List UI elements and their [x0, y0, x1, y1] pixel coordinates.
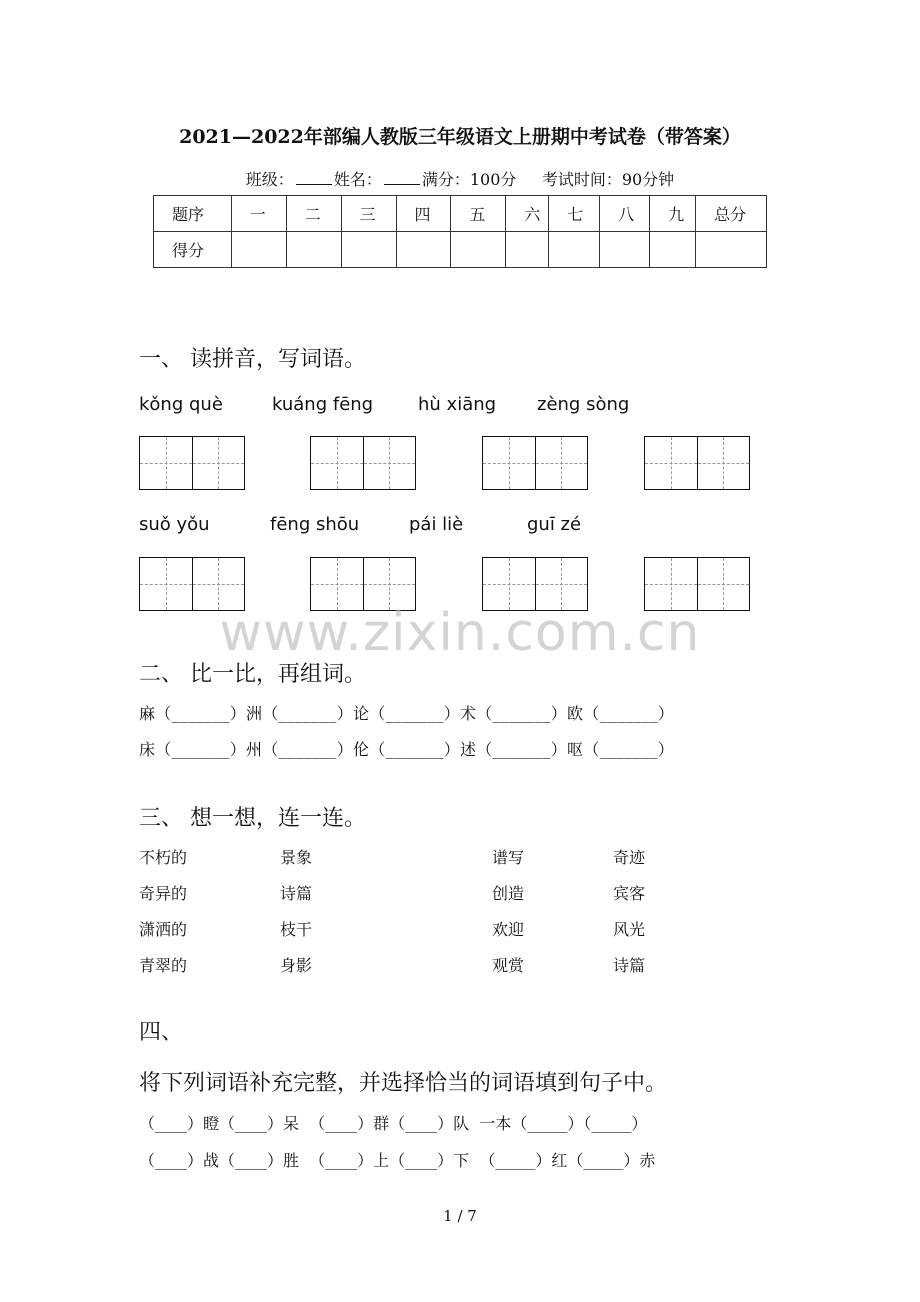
match-word[interactable]: 宾客: [613, 884, 646, 903]
full-score: 满分：100分: [421, 170, 517, 189]
pinyin-3: hù xiāng: [418, 394, 497, 415]
class-label: 班级：: [245, 170, 294, 189]
score-table-row: [154, 232, 767, 268]
score-row-label: 得分: [154, 232, 232, 268]
score-header-cell: 四: [396, 196, 451, 232]
score-header-cell: 一: [231, 196, 286, 232]
page-title: 2021—2022年部编人教版三年级语文上册期中考试卷（带答案）: [179, 126, 741, 148]
writing-grid[interactable]: [644, 436, 750, 490]
score-table-header-row: [154, 196, 767, 232]
name-blank: [384, 170, 420, 185]
match-word[interactable]: 枝干: [280, 920, 313, 939]
score-table: [153, 195, 767, 268]
watermark: www.zixin.com.cn: [219, 603, 701, 663]
fill-line-1: （____）瞪（____）呆 （____）群（____）队 一本（_____）（_____）: [139, 1114, 648, 1133]
writing-grid[interactable]: [139, 436, 245, 490]
section3-heading: 三、 想一想，连一连。: [139, 806, 366, 831]
score-cell[interactable]: [341, 232, 396, 268]
score-header-cell: 三: [341, 196, 396, 232]
score-header-cell: 八: [600, 196, 650, 232]
score-cell[interactable]: [396, 232, 451, 268]
match-word[interactable]: 潇洒的: [139, 920, 188, 939]
match-word[interactable]: 青翠的: [139, 956, 188, 975]
score-header-cell: 五: [451, 196, 506, 232]
writing-grid[interactable]: [310, 436, 416, 490]
writing-grid[interactable]: [482, 436, 588, 490]
section4-instruction: 将下列词语补充完整，并选择恰当的词语填到句子中。: [139, 1071, 668, 1096]
score-header-cell: 七: [549, 196, 600, 232]
score-cell[interactable]: [600, 232, 650, 268]
match-word[interactable]: 身影: [280, 956, 313, 975]
score-header-cell: 九: [650, 196, 696, 232]
match-word[interactable]: 诗篇: [280, 884, 313, 903]
score-cell[interactable]: [506, 232, 549, 268]
section1-heading: 一、 读拼音，写词语。: [139, 347, 366, 372]
section4-heading: 四、: [139, 1020, 184, 1045]
pinyin-2: kuáng fēng: [272, 394, 374, 415]
match-word[interactable]: 谱写: [492, 848, 525, 867]
score-cell[interactable]: [286, 232, 341, 268]
score-cell[interactable]: [549, 232, 600, 268]
pinyin-4: zèng sòng: [537, 394, 630, 415]
page-number: 1 / 7: [443, 1207, 477, 1225]
exam-info: [0, 167, 920, 190]
pinyin-7: pái liè: [409, 514, 464, 535]
score-header-cell: 题序: [154, 196, 232, 232]
match-word[interactable]: 风光: [613, 920, 646, 939]
match-word[interactable]: 奇迹: [613, 848, 646, 867]
pinyin-5: suǒ yǒu: [139, 514, 210, 535]
compare-line-1: 麻（_______）洲（_______）论（_______）术（_______）欧（_______）: [139, 704, 674, 723]
score-header-cell: 二: [286, 196, 341, 232]
score-cell[interactable]: [231, 232, 286, 268]
pinyin-1: kǒng què: [139, 394, 223, 415]
fill-line-2: （____）战（____）胜 （____）上（____）下 （_____）红（_____）赤: [139, 1151, 656, 1170]
pinyin-8: guī zé: [527, 514, 582, 535]
name-label: 姓名：: [333, 170, 382, 189]
section2-heading: 二、 比一比，再组词。: [139, 662, 366, 687]
exam-time: 考试时间：90分钟: [541, 170, 675, 189]
match-word[interactable]: 欢迎: [492, 920, 525, 939]
match-word[interactable]: 奇异的: [139, 884, 188, 903]
class-blank: [296, 170, 332, 185]
score-cell[interactable]: [696, 232, 767, 268]
score-cell[interactable]: [650, 232, 696, 268]
score-cell[interactable]: [451, 232, 506, 268]
pinyin-6: fēng shōu: [270, 514, 360, 535]
match-word[interactable]: 创造: [492, 884, 525, 903]
compare-line-2: 床（_______）州（_______）伦（_______）述（_______）呕（_______）: [139, 740, 674, 759]
score-header-cell: 总分: [696, 196, 767, 232]
match-word[interactable]: 景象: [280, 848, 313, 867]
match-word[interactable]: 诗篇: [613, 956, 646, 975]
score-header-cell: 六: [506, 196, 549, 232]
match-word[interactable]: 不朽的: [139, 848, 188, 867]
match-word[interactable]: 观赏: [492, 956, 525, 975]
